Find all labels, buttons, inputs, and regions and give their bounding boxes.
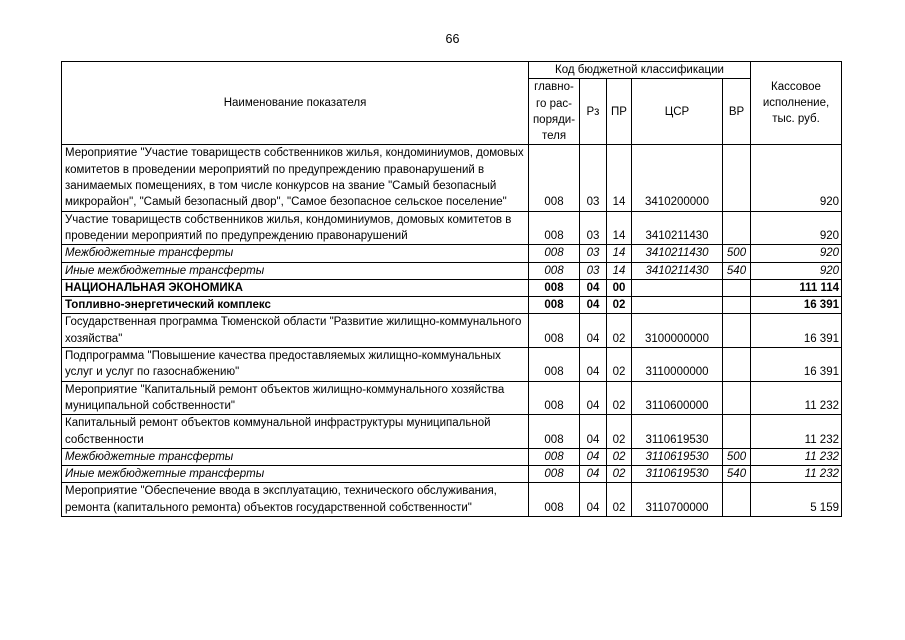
row-csr: 3110619530 [632,415,723,449]
row-vr: 540 [723,466,751,483]
row-name: Мероприятие "Капитальный ремонт объектов жилищно-коммунального хозяйства муниципальной собственности" [62,381,529,415]
rz-header: Рз [580,79,607,145]
row-gl: 008 [529,448,580,465]
row-pr: 02 [607,466,632,483]
table-row [62,297,842,314]
row-vr [723,381,751,415]
row-rz: 04 [580,415,607,449]
row-pr: 14 [607,262,632,279]
row-vr: 500 [723,448,751,465]
row-amount: 16 391 [751,348,842,382]
row-gl: 008 [529,279,580,296]
row-amount: 920 [751,262,842,279]
row-gl: 008 [529,145,580,211]
row-amount: 16 391 [751,297,842,314]
row-gl: 008 [529,415,580,449]
row-rz: 03 [580,245,607,262]
csr-header: ЦСР [632,79,723,145]
row-rz: 04 [580,348,607,382]
row-pr: 02 [607,483,632,517]
row-pr: 02 [607,314,632,348]
row-gl: 008 [529,483,580,517]
table-row [62,415,842,449]
budget-table [61,61,842,517]
row-name: Межбюджетные трансферты [62,448,529,465]
row-rz: 04 [580,483,607,517]
code-group-header: Код бюджетной классификации [529,62,751,79]
row-pr: 02 [607,381,632,415]
row-name: Участие товариществ собственников жилья, кондоминиумов, домовых комитетов в проведении мероприятий по предупреждению правонарушений [62,211,529,245]
row-name: Межбюджетные трансферты [62,245,529,262]
row-csr [632,279,723,296]
row-vr [723,297,751,314]
row-rz: 04 [580,297,607,314]
row-pr: 02 [607,348,632,382]
table-row [62,145,842,211]
table-row [62,314,842,348]
row-pr: 14 [607,145,632,211]
row-csr: 3410211430 [632,262,723,279]
row-name: Подпрограмма "Повышение качества предоставляемых жилищно-коммунальных услуг и услуг по газоснабжению" [62,348,529,382]
row-amount: 11 232 [751,381,842,415]
row-rz: 03 [580,262,607,279]
row-csr: 3100000000 [632,314,723,348]
name-column-header: Наименование показателя [62,62,529,145]
table-row [62,279,842,296]
row-rz: 04 [580,381,607,415]
row-pr: 00 [607,279,632,296]
table-row [62,466,842,483]
row-csr: 3110000000 [632,348,723,382]
row-name: Мероприятие "Обеспечение ввода в эксплуатацию, технического обслуживания, ремонта (капитального ремонта) объектов государственной собственности" [62,483,529,517]
row-amount: 11 232 [751,448,842,465]
table-row [62,483,842,517]
row-name: Топливно-энергетический комплекс [62,297,529,314]
row-gl: 008 [529,297,580,314]
row-rz: 04 [580,279,607,296]
row-gl: 008 [529,348,580,382]
row-amount: 11 232 [751,466,842,483]
row-vr [723,145,751,211]
row-rz: 03 [580,211,607,245]
row-gl: 008 [529,314,580,348]
row-vr [723,483,751,517]
row-vr: 540 [723,262,751,279]
row-amount: 11 232 [751,415,842,449]
row-csr: 3110619530 [632,466,723,483]
row-name: Иные межбюджетные трансферты [62,262,529,279]
row-csr: 3410211430 [632,211,723,245]
row-amount: 16 391 [751,314,842,348]
page-number: 66 [445,32,460,46]
row-gl: 008 [529,381,580,415]
row-vr [723,314,751,348]
row-csr [632,297,723,314]
row-gl: 008 [529,245,580,262]
row-pr: 02 [607,297,632,314]
row-name: Иные межбюджетные трансферты [62,466,529,483]
row-name: Государственная программа Тюменской области "Развитие жилищно-коммунального хозяйства" [62,314,529,348]
row-pr: 02 [607,448,632,465]
row-name: НАЦИОНАЛЬНАЯ ЭКОНОМИКА [62,279,529,296]
row-amount: 920 [751,211,842,245]
row-gl: 008 [529,466,580,483]
row-csr: 3110600000 [632,381,723,415]
amount-column-header: Кассовое исполнение, тыс. руб. [751,62,842,145]
row-amount: 920 [751,145,842,211]
table-row [62,262,842,279]
row-amount: 5 159 [751,483,842,517]
row-vr: 500 [723,245,751,262]
row-csr: 3110700000 [632,483,723,517]
row-csr: 3410200000 [632,145,723,211]
row-csr: 3110619530 [632,448,723,465]
table-row [62,245,842,262]
row-vr [723,348,751,382]
row-pr: 14 [607,211,632,245]
row-rz: 04 [580,314,607,348]
row-amount: 920 [751,245,842,262]
row-gl: 008 [529,211,580,245]
row-pr: 02 [607,415,632,449]
row-rz: 04 [580,466,607,483]
table-row [62,448,842,465]
row-name: Мероприятие "Участие товариществ собственников жилья, кондоминиумов, домовых комитетов в проведении мероприятий по предупреждению правонарушений в занимаемых помещениях, в том числе конкурсов на звание "Самый безопасный микрорайон", "Самый безопасный двор", "Самое безопасное сельское поселение" [62,145,529,211]
table-row [62,211,842,245]
vr-header: ВР [723,79,751,145]
row-vr [723,279,751,296]
pr-header: ПР [607,79,632,145]
table-row [62,381,842,415]
row-rz: 03 [580,145,607,211]
row-gl: 008 [529,262,580,279]
row-vr [723,415,751,449]
gl-rasp-header: главно-го рас-поряди-теля [529,79,580,145]
table-row [62,348,842,382]
row-pr: 14 [607,245,632,262]
row-vr [723,211,751,245]
row-csr: 3410211430 [632,245,723,262]
row-amount: 111 114 [751,279,842,296]
row-rz: 04 [580,448,607,465]
row-name: Капитальный ремонт объектов коммунальной инфраструктуры муниципальной собственности [62,415,529,449]
